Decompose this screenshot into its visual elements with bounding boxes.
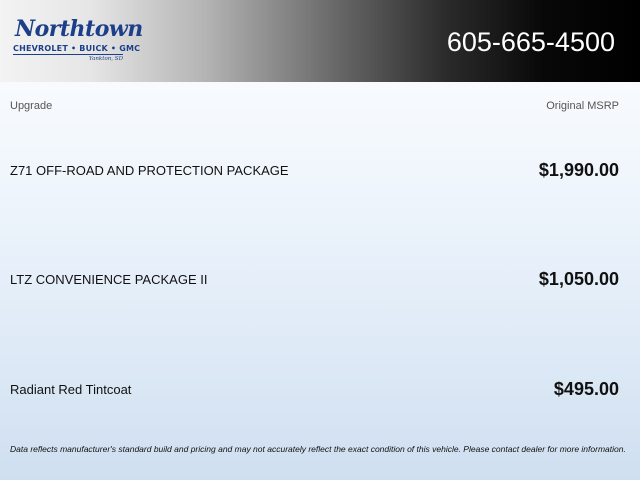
dealer-logo[interactable] [13,16,143,65]
upgrade-row [0,268,640,292]
logo-wordmark: Northtown [15,16,143,42]
upgrade-name: LTZ CONVENIENCE PACKAGE II [10,272,208,287]
upgrade-price: $1,990.00 [538,160,619,180]
upgrade-row [0,378,640,402]
pricing-disclaimer: Data reflects manufacturer's standard build and pricing and may not accurately reflect the exact condition of this vehicle. Please contact dealer for more information. [10,444,626,454]
msrp-column-header: Original MSRP [546,100,619,112]
logo-location: Yankton, SD [88,56,123,62]
upgrade-name: Z71 OFF-ROAD AND PROTECTION PACKAGE [10,163,289,178]
upgrade-price: $1,050.00 [538,269,619,289]
upgrade-row [0,159,640,183]
upgrade-price: $495.00 [553,379,619,399]
dealer-phone-number[interactable]: 605-665-4500 [446,27,615,57]
header-banner [0,0,640,82]
logo-divider [13,54,123,55]
logo-brands-line: CHEVROLET • BUICK • GMC [13,44,141,53]
upgrade-name: Radiant Red Tintcoat [10,382,132,397]
upgrade-column-header: Upgrade [10,100,53,112]
